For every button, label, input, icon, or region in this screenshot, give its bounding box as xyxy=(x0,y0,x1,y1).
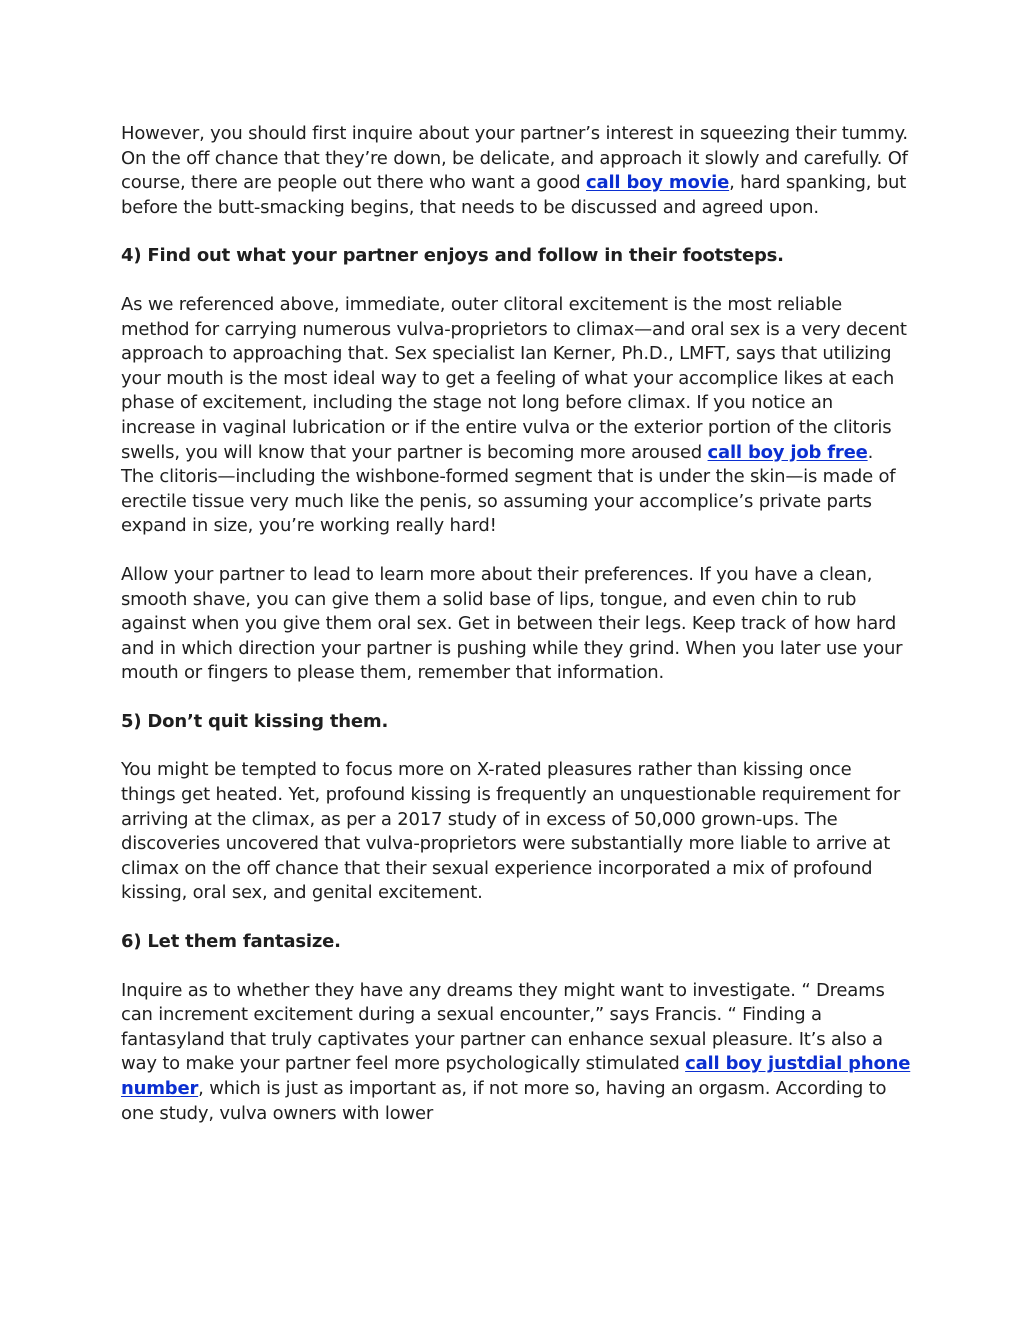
heading-fantasize: 6) Let them fantasize. xyxy=(121,931,341,953)
paragraph-text: , hard spanking, but before the butt-smacking begins, that needs to be discussed and agreed upon. xyxy=(121,172,907,218)
paragraph-lead: Allow your partner to lead to learn more about their preferences. If you have a clean, smooth shave, you can give them a solid base of lips, tongue, and even chin to rub against when you give them oral sex. Get in between their legs. Keep track of how hard and in which direction your partner is pushing while they grind. When you later use your mouth or fingers to please them, remember that information. xyxy=(121,563,903,684)
heading-kissing: 5) Don’t quit kissing them. xyxy=(121,710,389,732)
heading-find-out: 4) Find out what your partner enjoys and follow in their footsteps. xyxy=(121,245,784,267)
paragraph-oral xyxy=(121,293,911,539)
paragraph-spanking xyxy=(121,122,911,220)
call-boy-movie-link[interactable]: call boy movie xyxy=(586,172,730,194)
paragraph-text: , which is just as important as, if not more so, having an orgasm. According to one study, vulva owners with lower xyxy=(121,1078,887,1124)
paragraph-kissing: You might be tempted to focus more on X-rated pleasures rather than kissing once things get heated. Yet, profound kissing is frequently an unquestionable requirement for arriving at the climax, as per a 2017 study of in excess of 50,000 grown-ups. The discoveries uncovered that vulva-proprietors were substantially more liable to arrive at climax on the off chance that their sexual experience incorporated a mix of profound kissing, oral sex, and genital excitement. xyxy=(121,759,901,904)
paragraph-text: However, you should first inquire about your partner’s interest in squeezing their tummy. On the off chance that they’re down, be delicate, and approach it slowly and carefully. Of course, there are people out there who want a good xyxy=(121,123,908,194)
paragraph-text: Inquire as to whether they have any dreams they might want to investigate. “ Dreams can increment excitement during a sexual encounter,” says Francis. “ Finding a fantasyland that truly captivates your partner can enhance sexual pleasure. It’s also a way to make your partner feel more psychologically stimulated xyxy=(121,979,885,1075)
call-boy-justdial-link[interactable]: call boy justdial phone number xyxy=(121,1053,911,1099)
paragraph-fantasize xyxy=(121,979,911,1127)
paragraph-text: As we referenced above, immediate, outer clitoral excitement is the most reliable method for carrying numerous vulva-proprietors to climax—and oral sex is a very decent approach to approaching that. Sex specialist Ian Kerner, Ph.D., LMFT, says that utilizing your mouth is the most ideal way to get a feeling of what your accomplice likes at each phase of excitement, including the stage not long before climax. If you notice an increase in vaginal lubrication or if the entire vulva or the exterior portion of the clitoris swells, you will know that your partner is becoming more aroused xyxy=(121,293,907,463)
document-page xyxy=(121,122,911,1150)
call-boy-job-free-link[interactable]: call boy job free xyxy=(707,441,868,463)
paragraph-text: . The clitoris—including the wishbone-formed segment that is under the skin—is made of erectile tissue very much like the penis, so assuming your accomplice’s private parts expand in size, you’re working really hard! xyxy=(121,441,896,537)
